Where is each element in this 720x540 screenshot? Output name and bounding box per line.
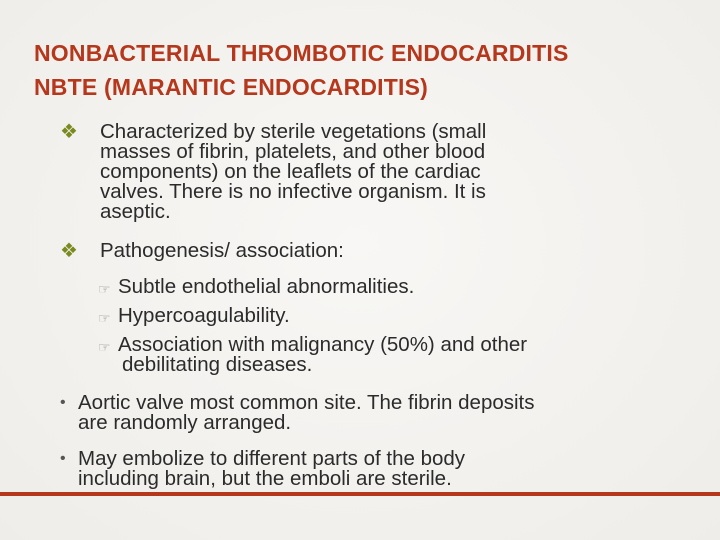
subbullet-line: Subtle endothelial abnormalities. — [118, 275, 415, 298]
pointing-hand-bullet-icon: ☞ — [98, 339, 111, 355]
bullet-text — [78, 393, 680, 433]
diamond-bullet-icon: ❖ — [60, 240, 78, 262]
bullet-pathogenesis — [60, 241, 620, 261]
slide-title-line-2: NBTE (MARANTIC ENDOCARDITIS) — [34, 74, 429, 100]
bullet-line: valves. There is no infective organism. It is — [100, 180, 486, 203]
bullet-line: Characterized by sterile vegetations (small — [100, 120, 487, 143]
bullet-line: are randomly arranged. — [78, 411, 292, 434]
diamond-bullet-icon: ❖ — [60, 121, 78, 143]
pointing-hand-bullet-icon: ☞ — [98, 310, 111, 326]
bullet-text — [78, 449, 680, 489]
subbullet-malignancy — [98, 335, 678, 375]
subbullet-text — [118, 335, 678, 375]
subbullet-hypercoagulability — [98, 306, 678, 326]
subbullet-text — [118, 277, 678, 297]
subbullet-line: Hypercoagulability. — [118, 304, 290, 327]
subbullet-endothelial — [98, 277, 678, 297]
bullet-characterized — [60, 122, 620, 222]
dot-bullet-icon: • — [60, 450, 66, 467]
pointing-hand-bullet-icon: ☞ — [98, 281, 111, 297]
bullet-text — [100, 241, 620, 261]
slide-title-line-1: NONBACTERIAL THROMBOTIC ENDOCARDITIS — [34, 40, 569, 66]
bullet-line: components) on the leaflets of the cardiac — [100, 160, 481, 183]
bullet-line: Aortic valve most common site. The fibrin deposits — [78, 391, 535, 414]
bullet-line: Pathogenesis/ association: — [100, 239, 344, 262]
subbullet-line: Association with malignancy (50%) and other — [118, 333, 528, 356]
bullet-text — [100, 122, 620, 222]
bottom-accent-bar — [0, 492, 720, 496]
bullet-line: May embolize to different parts of the body — [78, 447, 466, 470]
bullet-line: masses of fibrin, platelets, and other blood — [100, 140, 486, 163]
bullet-line: including brain, but the emboli are sterile. — [78, 467, 452, 490]
subbullet-text — [118, 306, 678, 326]
subbullet-line: debilitating diseases. — [122, 353, 313, 376]
dot-bullet-icon: • — [60, 394, 66, 411]
bullet-aortic-valve — [60, 393, 680, 433]
bullet-line: aseptic. — [100, 200, 171, 223]
bullet-embolize — [60, 449, 680, 489]
